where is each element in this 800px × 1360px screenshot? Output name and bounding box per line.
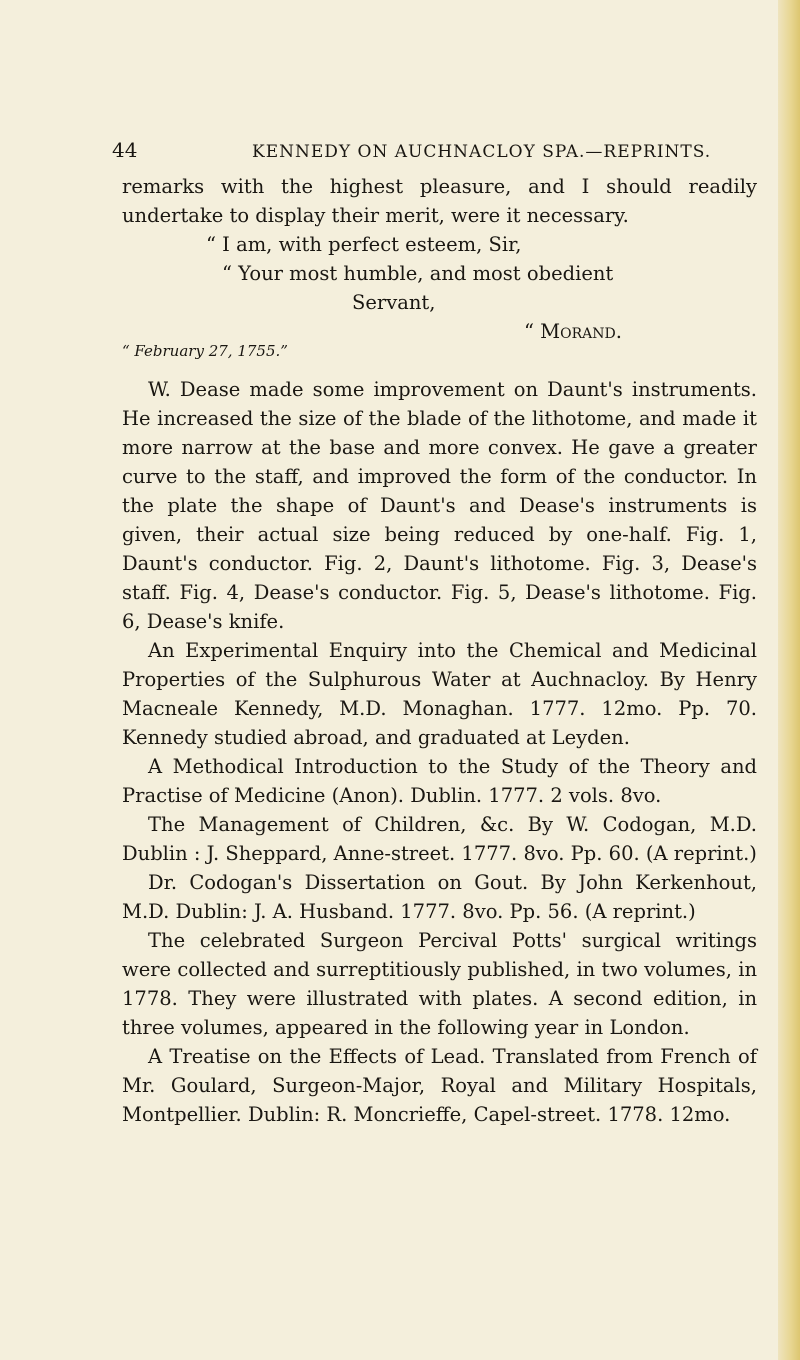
closing-line-1: “ I am, with perfect esteem, Sir, <box>206 233 522 256</box>
page-edge <box>778 0 800 1360</box>
page-number: 44 <box>112 138 138 162</box>
paragraph-dissertation-on-gout: Dr. Codogan's Dissertation on Gout. By John Kerkenhout, M.D. Dublin: J. A. Husband. 1777. 8vo. Pp. 56. (A reprint.) <box>122 871 757 923</box>
letter-opening: remarks with the highest pleasure, and I should readily undertake to display their merit, were it necessary. <box>122 175 757 227</box>
paragraph-treatise-on-lead: A Treatise on the Effects of Lead. Translated from French of Mr. Goulard, Surgeon-Major, Royal and Military Hospitals, Montpellier. Dublin: R. Moncrieffe, Capel-street. 1778. 12mo. <box>122 1045 757 1126</box>
letter-closing <box>122 230 757 317</box>
paragraph-potts-writings: The celebrated Surgeon Percival Potts' surgical writings were collected and surreptitiously published, in two volumes, in 1778. They were illustrated with plates. A second edition, in three volumes, appeared in the following year in London. <box>122 929 757 1039</box>
book-page <box>112 138 757 1129</box>
page-header <box>112 138 757 172</box>
closing-line-3: Servant, <box>352 291 436 314</box>
running-head: KENNEDY ON AUCHNACLOY SPA.—REPRINTS. <box>252 142 712 162</box>
paragraph-methodical-introduction: A Methodical Introduction to the Study of the Theory and Practise of Medicine (Anon). Dublin. 1777. 2 vols. 8vo. <box>122 755 757 807</box>
letter-date: “ February 27, 1755.” <box>122 342 288 360</box>
closing-line-2: “ Your most humble, and most obedient <box>222 262 614 285</box>
paragraph-kennedy-enquiry: An Experimental Enquiry into the Chemical and Medicinal Properties of the Sulphurous Water at Auchnacloy. By Henry Macneale Kennedy, M.D. Monaghan. 1777. 12mo. Pp. 70. Kennedy studied abroad, and graduated at Leyden. <box>122 639 757 749</box>
paragraph-management-of-children: The Management of Children, &c. By W. Codogan, M.D. Dublin : J. Sheppard, Anne-street. 1777. 8vo. Pp. 60. (A reprint.) <box>122 813 757 865</box>
signature: “ Morand. <box>524 320 622 343</box>
signature-row <box>122 317 757 367</box>
paragraph-dease-instruments: W. Dease made some improvement on Daunt's instruments. He increased the size of the blade of the lithotome, and made it more narrow at the base and more convex. He gave a greater curve to the staff, and improved the form of the conductor. In the plate the shape of Daunt's and Dease's instruments is given, their actual size being reduced by one-half. Fig. 1, Daunt's conductor. Fig. 2, Daunt's lithotome. Fig. 3, Dease's staff. Fig. 4, Dease's conductor. Fig. 5, Dease's lithotome. Fig. 6, Dease's knife. <box>122 378 757 633</box>
